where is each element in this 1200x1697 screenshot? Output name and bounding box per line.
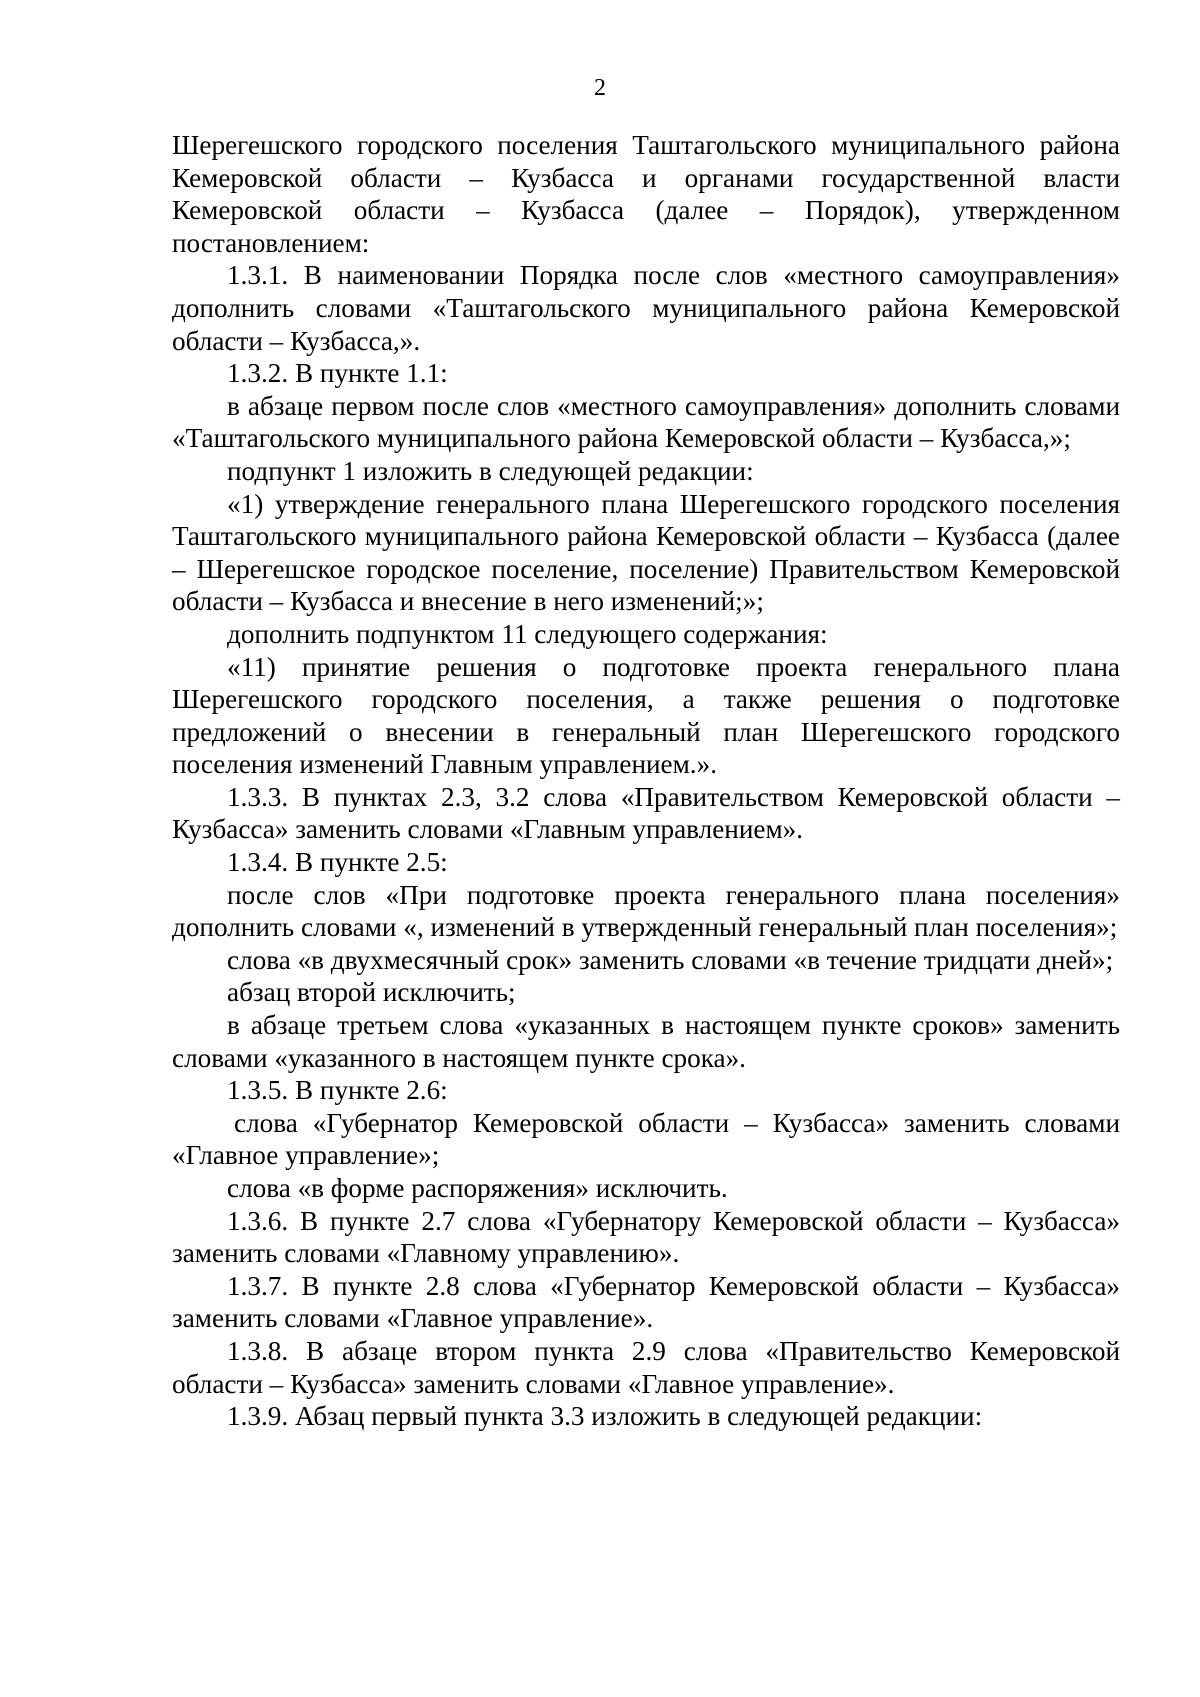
- paragraph: 1.3.2. В пункте 1.1:: [227, 358, 448, 389]
- paragraph: подпункт 1 изложить в следующей редакции:: [227, 455, 754, 486]
- paragraph: 1.3.3. В пунктах 2.3, 3.2 слова «Правительством Кемеровской области – Кузбасса» заменить словами «Главным управлением».: [172, 781, 1120, 845]
- paragraph: 1.3.9. Абзац первый пункта 3.3 изложить в следующей редакции:: [227, 1401, 983, 1432]
- paragraph: абзац второй исключить;: [227, 977, 516, 1008]
- paragraph: слова «Губернатор Кемеровской области – Кузбасса» заменить словами «Главное управление»;: [172, 1107, 1120, 1171]
- page-number: 2: [594, 75, 606, 101]
- paragraph: Шерегешского городского поселения Таштагольского муниципального района Кемеровской области – Кузбасса и органами государственной власти Кемеровской области – Кузбасса (далее – Порядок), утвержденном постановлением:: [172, 130, 1120, 258]
- document-body: [172, 129, 1120, 1433]
- paragraph: 1.3.1. В наименовании Порядка после слов «местного самоуправления» дополнить словами «Таштагольского муниципального района Кемеровской области – Кузбасса,».: [172, 260, 1120, 356]
- paragraph: 1.3.4. В пункте 2.5:: [227, 847, 448, 878]
- paragraph: 1.3.6. В пункте 2.7 слова «Губернатору Кемеровской области – Кузбасса» заменить словами «Главному управлению».: [172, 1205, 1120, 1269]
- paragraph: «11) принятие решения о подготовке проекта генерального плана Шерегешского городского поселения, а также решения о подготовке предложений о внесении в генеральный план Шерегешского городского поселения изменений Главным управлением.».: [172, 651, 1120, 780]
- paragraph: слова «в двухмесячный срок» заменить словами «в течение тридцати дней»;: [227, 944, 1114, 975]
- paragraph: 1.3.5. В пункте 2.6:: [227, 1075, 448, 1106]
- paragraph: слова «в форме распоряжения» исключить.: [227, 1173, 728, 1203]
- paragraph: 1.3.8. В абзаце втором пункта 2.9 слова «Правительство Кемеровской области – Кузбасса» заменить словами «Главное управление».: [172, 1335, 1120, 1399]
- paragraph: дополнить подпунктом 11 следующего содержания:: [227, 618, 828, 649]
- paragraph: 1.3.7. В пункте 2.8 слова «Губернатор Кемеровской области – Кузбасса» заменить словами «Главное управление».: [172, 1270, 1120, 1334]
- paragraph: в абзаце первом после слов «местного самоуправления» дополнить словами «Таштагольского муниципального района Кемеровской области – Кузбасса,»;: [172, 390, 1120, 454]
- paragraph: после слов «При подготовке проекта генерального плана поселения» дополнить словами «, изменений в утвержденный генеральный план поселения»;: [172, 879, 1120, 943]
- paragraph: в абзаце третьем слова «указанных в настоящем пункте сроков» заменить словами «указанного в настоящем пункте срока».: [172, 1010, 1120, 1073]
- paragraph: «1) утверждение генерального плана Шерегешского городского поселения Таштагольского муниципального района Кемеровской области – Кузбасса (далее – Шерегешское городское поселение, поселение) Правительством Кемеровской области – Кузбасса и внесение в него изменений;»;: [172, 488, 1120, 617]
